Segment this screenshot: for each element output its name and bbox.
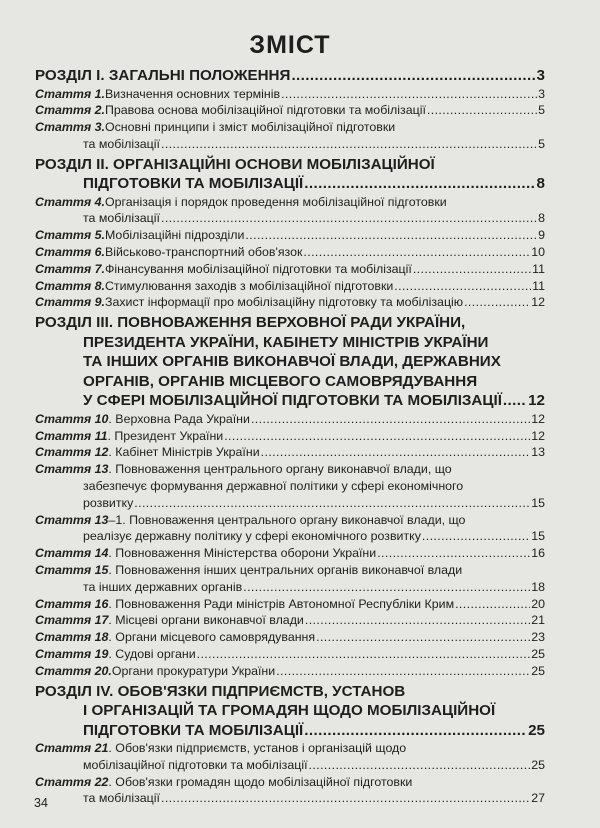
toc-line bbox=[35, 596, 545, 613]
article-label: Стаття 12 bbox=[35, 445, 109, 460]
toc-entry-article[interactable] bbox=[35, 663, 545, 680]
dot-leader bbox=[315, 629, 530, 646]
toc-page-number: 25 bbox=[531, 663, 545, 678]
dot-leader bbox=[223, 428, 530, 445]
toc-line bbox=[35, 278, 545, 295]
dot-leader bbox=[160, 210, 537, 227]
toc-page-number: 25 bbox=[531, 757, 545, 772]
toc-page-number: 10 bbox=[531, 245, 545, 260]
toc-entry-article[interactable] bbox=[35, 294, 545, 311]
toc-line bbox=[35, 528, 545, 545]
toc-text: ТА ІНШИХ ОРГАНІВ ВИКОНАВЧОЇ ВЛАДИ, ДЕРЖАВНИХ bbox=[83, 353, 501, 371]
toc-entry-article[interactable] bbox=[35, 562, 545, 596]
toc-line bbox=[35, 682, 545, 702]
dot-leader bbox=[302, 244, 530, 261]
article-label: Стаття 6. bbox=[35, 245, 105, 260]
dot-leader bbox=[160, 790, 530, 807]
article-label: Стаття 22 bbox=[35, 774, 109, 789]
toc-text: мобілізаційної підготовки та мобілізації bbox=[83, 757, 308, 772]
article-label: Стаття 17 bbox=[35, 613, 109, 628]
toc-text: . Президент України bbox=[107, 428, 224, 443]
toc-line bbox=[35, 428, 545, 445]
toc-text: ПІДГОТОВКИ ТА МОБІЛІЗАЦІЇ bbox=[83, 175, 304, 193]
toc-text: РОЗДІЛ І. ЗАГАЛЬНІ ПОЛОЖЕННЯ bbox=[35, 67, 291, 84]
toc-entry-article[interactable] bbox=[35, 740, 545, 774]
toc-line bbox=[35, 757, 545, 774]
article-label: Стаття 10 bbox=[35, 411, 109, 426]
article-label: Стаття 11 bbox=[35, 428, 108, 443]
dot-leader bbox=[160, 136, 537, 153]
toc-entry-article[interactable] bbox=[35, 512, 545, 546]
dot-leader bbox=[133, 495, 530, 512]
toc-page-number: 3 bbox=[536, 67, 545, 84]
toc-text: . Кабінет Міністрів України bbox=[108, 445, 260, 460]
article-label: Стаття 13 bbox=[35, 512, 109, 527]
toc-text: . Повноваження центрального органу виконавчої влади, що bbox=[108, 462, 452, 477]
dot-leader bbox=[303, 721, 527, 741]
article-label: Стаття 1. bbox=[35, 86, 105, 101]
article-label: Стаття 15 bbox=[35, 562, 109, 577]
toc-line bbox=[35, 174, 545, 194]
toc-entry-article[interactable] bbox=[35, 102, 545, 119]
toc-line bbox=[35, 313, 545, 333]
toc-text: . Повноваження Ради міністрів Автономної Республіки Крим bbox=[108, 596, 455, 611]
toc-line bbox=[35, 646, 545, 663]
toc-page-number: 16 bbox=[531, 546, 545, 561]
toc-line bbox=[35, 294, 545, 311]
dot-leader bbox=[421, 528, 530, 545]
toc-line bbox=[35, 194, 545, 211]
dot-leader bbox=[426, 102, 537, 119]
toc-line bbox=[35, 740, 545, 757]
section-heading[interactable] bbox=[35, 313, 545, 411]
toc-text: Основні принципи і зміст мобілізаційної підготовки bbox=[104, 120, 396, 135]
toc-page-number: 9 bbox=[538, 228, 545, 243]
toc-text: та мобілізації bbox=[83, 211, 160, 226]
section-heading[interactable] bbox=[35, 155, 545, 194]
toc-text: РОЗДІЛ IV. ОБОВ'ЯЗКИ ПІДПРИЄМСТВ, УСТАНОВ bbox=[35, 682, 406, 700]
toc-entry-article[interactable] bbox=[35, 227, 545, 244]
toc-line bbox=[35, 721, 545, 741]
dot-leader bbox=[250, 411, 530, 428]
toc-text: Мобілізаційні підрозділи bbox=[104, 228, 245, 243]
toc-line bbox=[35, 774, 545, 791]
toc-entry-article[interactable] bbox=[35, 596, 545, 613]
toc-entry-article[interactable] bbox=[35, 545, 545, 562]
toc-text: Захист інформації про мобілізаційну підготовку та мобілізацію bbox=[104, 295, 464, 310]
table-of-contents bbox=[35, 30, 545, 807]
toc-page-number: 3 bbox=[538, 86, 545, 101]
toc-text: Військово-транспортний обов'язок bbox=[104, 245, 303, 260]
toc-page-number: 12 bbox=[531, 295, 545, 310]
toc-text: . Повноваження інших центральних органів виконавчої влади bbox=[108, 562, 463, 577]
article-label: Стаття 16 bbox=[35, 596, 109, 611]
dot-leader bbox=[393, 278, 531, 295]
toc-page-number: 8 bbox=[536, 175, 545, 193]
toc-entry-article[interactable] bbox=[35, 428, 545, 445]
section-heading[interactable] bbox=[35, 66, 545, 86]
article-label: Стаття 14 bbox=[35, 546, 109, 561]
toc-text: реалізує державну політику у сфері економічного розвитку bbox=[83, 529, 421, 544]
toc-line bbox=[35, 444, 545, 461]
dot-leader bbox=[242, 579, 530, 596]
toc-line bbox=[35, 562, 545, 579]
toc-line bbox=[35, 629, 545, 646]
toc-line bbox=[35, 333, 545, 353]
toc-text: . Місцеві органи виконавчої влади bbox=[108, 613, 304, 628]
toc-page-number: 12 bbox=[531, 428, 545, 443]
toc-line bbox=[35, 136, 545, 153]
toc-page-number: 5 bbox=[538, 136, 545, 151]
article-label: Стаття 18 bbox=[35, 630, 109, 645]
toc-line bbox=[35, 495, 545, 512]
toc-entry-article[interactable] bbox=[35, 194, 545, 228]
toc-line bbox=[35, 701, 545, 721]
dot-leader bbox=[244, 227, 537, 244]
toc-line bbox=[35, 352, 545, 372]
toc-line bbox=[35, 86, 545, 103]
toc-text: Організація і порядок проведення мобілізаційної підготовки bbox=[104, 194, 447, 209]
toc-page-number: 11 bbox=[532, 261, 545, 276]
toc-text: Фінансування мобілізаційної підготовки та мобілізації bbox=[104, 261, 412, 276]
dot-leader bbox=[303, 174, 535, 194]
toc-entry-article[interactable] bbox=[35, 444, 545, 461]
toc-text: І ОРГАНІЗАЦІЙ ТА ГРОМАДЯН ЩОДО МОБІЛІЗАЦІЙНОЇ bbox=[83, 702, 496, 720]
toc-page-number: 18 bbox=[531, 579, 545, 594]
toc-line bbox=[35, 66, 545, 86]
toc-page-number: 13 bbox=[531, 445, 545, 460]
toc-text: . Судові органи bbox=[108, 646, 196, 661]
dot-leader bbox=[304, 612, 530, 629]
page-title: ЗМІСТ bbox=[249, 31, 331, 59]
toc-line bbox=[35, 102, 545, 119]
dot-leader bbox=[502, 391, 527, 411]
toc-page-number: 15 bbox=[531, 529, 545, 544]
toc-entry-article[interactable] bbox=[35, 646, 545, 663]
article-label: Стаття 4. bbox=[35, 194, 105, 209]
toc-entry-article[interactable] bbox=[35, 461, 545, 511]
toc-line bbox=[35, 411, 545, 428]
toc-line bbox=[35, 461, 545, 478]
toc-page-number: 5 bbox=[538, 103, 545, 118]
toc-text: та інших державних органів bbox=[83, 579, 243, 594]
toc-line bbox=[35, 391, 545, 411]
toc-text: ПІДГОТОВКИ ТА МОБІЛІЗАЦІЇ bbox=[83, 721, 304, 739]
toc-text: . Органи місцевого самоврядування bbox=[108, 630, 316, 645]
dot-leader bbox=[280, 86, 537, 103]
toc-entry-article[interactable] bbox=[35, 244, 545, 261]
article-label: Стаття 5. bbox=[35, 228, 105, 243]
toc-page-number: 8 bbox=[538, 211, 545, 226]
toc-text: Правова основа мобілізаційної підготовки та мобілізації bbox=[104, 103, 426, 118]
toc-line bbox=[35, 210, 545, 227]
article-label: Стаття 19 bbox=[35, 646, 109, 661]
dot-leader bbox=[275, 663, 530, 680]
toc-page-number: 23 bbox=[531, 630, 545, 645]
dot-leader bbox=[376, 545, 530, 562]
toc-page-number: 11 bbox=[532, 278, 545, 293]
toc-line bbox=[35, 612, 545, 629]
toc-page-number: 21 bbox=[531, 613, 545, 628]
toc-line bbox=[35, 119, 545, 136]
toc-line bbox=[35, 663, 545, 680]
toc-text: . Обов'язки підприємств, установ і організацій щодо bbox=[108, 741, 407, 756]
toc-line bbox=[35, 227, 545, 244]
dot-leader bbox=[463, 294, 530, 311]
page-number: 34 bbox=[34, 796, 48, 810]
toc-text: забезпечує формування державної політики у сфері економічного bbox=[83, 478, 464, 493]
article-label: Стаття 13 bbox=[35, 462, 109, 477]
toc-entry-article[interactable] bbox=[35, 278, 545, 295]
article-label: Стаття 20. bbox=[35, 663, 112, 678]
toc-line bbox=[35, 155, 545, 175]
dot-leader bbox=[290, 66, 535, 86]
toc-page-number: 12 bbox=[528, 392, 545, 410]
dot-leader bbox=[260, 444, 531, 461]
toc-text: . Повноваження Міністерства оборони України bbox=[108, 546, 377, 561]
toc-entry-article[interactable] bbox=[35, 261, 545, 278]
dot-leader bbox=[196, 646, 531, 663]
toc-line bbox=[35, 512, 545, 529]
toc-list bbox=[35, 66, 545, 807]
toc-page-number: 15 bbox=[531, 495, 545, 510]
toc-text: –1. Повноваження центрального органу виконавчої влади, що bbox=[108, 512, 466, 527]
dot-leader bbox=[454, 596, 530, 613]
toc-page-number: 20 bbox=[531, 596, 545, 611]
toc-text: У СФЕРІ МОБІЛІЗАЦІЙНОЇ ПІДГОТОВКИ ТА МОБІЛІЗАЦІЇ bbox=[83, 392, 502, 410]
toc-page-number: 25 bbox=[528, 721, 545, 739]
dot-leader bbox=[412, 261, 531, 278]
article-label: Стаття 2. bbox=[35, 103, 105, 118]
toc-text: . Верховна Рада України bbox=[108, 411, 250, 426]
section-heading[interactable] bbox=[35, 682, 545, 741]
toc-entry-article[interactable] bbox=[35, 612, 545, 629]
toc-text: та мобілізації bbox=[83, 791, 160, 806]
toc-line bbox=[35, 478, 545, 495]
toc-entry-article[interactable] bbox=[35, 774, 545, 808]
toc-entry-article[interactable] bbox=[35, 411, 545, 428]
article-label: Стаття 21 bbox=[35, 741, 109, 756]
article-label: Стаття 8. bbox=[35, 278, 105, 293]
article-label: Стаття 3. bbox=[35, 120, 105, 135]
toc-page-number: 12 bbox=[531, 411, 545, 426]
article-label: Стаття 9. bbox=[35, 295, 105, 310]
toc-line bbox=[35, 579, 545, 596]
toc-entry-article[interactable] bbox=[35, 629, 545, 646]
toc-line bbox=[35, 372, 545, 392]
toc-line bbox=[35, 790, 545, 807]
toc-line bbox=[35, 545, 545, 562]
toc-line bbox=[35, 244, 545, 261]
toc-text: РОЗДІЛ ІІ. ОРГАНІЗАЦІЙНІ ОСНОВИ МОБІЛІЗАЦІЙНОЇ bbox=[35, 155, 435, 173]
toc-page-number: 27 bbox=[531, 791, 545, 806]
toc-entry-article[interactable] bbox=[35, 119, 545, 153]
toc-text: ОРГАНІВ, ОРГАНІВ МІСЦЕВОГО САМОВРЯДУВАННЯ bbox=[83, 372, 478, 390]
toc-line bbox=[35, 261, 545, 278]
toc-text: Стимулювання заходів з мобілізаційної підготовки bbox=[104, 278, 394, 293]
toc-text: РОЗДІЛ ІІІ. ПОВНОВАЖЕННЯ ВЕРХОВНОЇ РАДИ УКРАЇНИ, bbox=[35, 314, 466, 332]
toc-text: ПРЕЗИДЕНТА УКРАЇНИ, КАБІНЕТУ МІНІСТРІВ УКРАЇНИ bbox=[83, 333, 489, 351]
toc-page-number: 25 bbox=[531, 646, 545, 661]
toc-text: . Обов'язки громадян щодо мобілізаційної підготовки bbox=[108, 774, 413, 789]
toc-text: розвитку bbox=[83, 495, 134, 510]
toc-text: Органи прокуратури України bbox=[111, 663, 276, 678]
toc-text: та мобілізації bbox=[83, 136, 160, 151]
toc-entry-article[interactable] bbox=[35, 86, 545, 103]
toc-text: Визначення основних термінів bbox=[104, 86, 281, 101]
article-label: Стаття 7. bbox=[35, 261, 105, 276]
dot-leader bbox=[308, 757, 531, 774]
